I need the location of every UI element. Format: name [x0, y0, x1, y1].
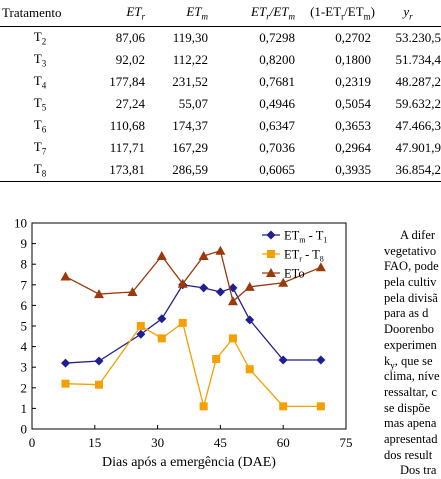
body-text-line: apresentad: [384, 431, 438, 446]
complement-cell: 0,2964: [335, 140, 371, 155]
body-text-line: mas apena: [384, 416, 437, 431]
treatment-cell: $T_2$: [33, 29, 47, 47]
legend-label: $ET_m - T_1$: [284, 228, 328, 245]
data-point: [199, 283, 208, 292]
etm-cell: 112,22: [172, 52, 208, 67]
treatment-cell: $T_7$: [33, 139, 47, 157]
data-point: [316, 262, 326, 271]
ratio-cell: 0,7036: [259, 140, 295, 155]
y-tick-label: 2: [20, 380, 27, 396]
ratio-cell: 0,7298: [259, 30, 295, 45]
y-tick-label: 4: [20, 339, 27, 355]
complement-cell: 0,3653: [335, 118, 371, 133]
data-point: [158, 334, 166, 342]
data-point: [95, 381, 103, 389]
header-tratamento: Tratamento: [2, 5, 62, 20]
legend-label: ETo: [284, 266, 305, 281]
complement-cell: 0,5054: [335, 96, 371, 111]
treatment-cell: $T_5$: [33, 95, 47, 113]
body-text-line: vegetativo: [384, 243, 437, 258]
header-complement: $(1-ET_r/ET_m)$: [310, 4, 375, 22]
treatment-cell: $T_4$: [33, 73, 47, 91]
body-text-line: para as d: [384, 306, 429, 321]
etm-cell: 174,37: [172, 118, 208, 133]
data-point: [212, 355, 220, 363]
etr-cell: 27,24: [115, 96, 145, 111]
y-tick-label: 7: [20, 277, 27, 293]
x-tick-label: 45: [213, 435, 227, 450]
body-text-line: ressaltar, c: [384, 384, 437, 399]
data-point: [267, 231, 276, 240]
data-point: [229, 334, 237, 342]
body-text-column: [384, 228, 441, 479]
yr-cell: 51.734,4: [395, 52, 441, 67]
header-ratio: $ET_r/ET_m$: [251, 4, 295, 22]
body-text-line: pela cultiv: [384, 275, 437, 290]
table-row: [0, 27, 441, 50]
table-row: [0, 71, 441, 93]
ratio-cell: 0,7681: [259, 74, 295, 89]
data-point: [200, 402, 208, 410]
y-tick-label: 9: [20, 236, 27, 252]
etr-cell: 117,71: [109, 140, 145, 155]
table-row: [0, 115, 441, 137]
body-text-line: dos result: [384, 447, 433, 462]
body-text-line: se dispõe: [384, 400, 431, 415]
data-point: [279, 402, 287, 410]
etm-cell: 55,07: [178, 96, 208, 111]
table-row: [0, 49, 441, 71]
body-text-line: Doorenbo: [384, 322, 434, 337]
etm-cell: 119,30: [172, 30, 208, 45]
x-tick-label: 75: [339, 435, 353, 450]
data-point: [137, 322, 145, 330]
body-text-line: FAO, pode: [384, 259, 439, 274]
ratio-cell: 0,8200: [259, 52, 295, 67]
yr-cell: 48.287,2: [395, 74, 441, 89]
results-table: [0, 0, 441, 182]
data-point: [61, 359, 70, 368]
x-tick-label: 60: [276, 435, 290, 450]
x-tick-label: 0: [28, 435, 36, 450]
data-point: [94, 357, 103, 366]
data-point: [157, 251, 167, 260]
etm-cell: 231,52: [172, 74, 208, 89]
data-point: [61, 380, 69, 388]
header-yr: $y_r$: [403, 4, 413, 22]
yr-cell: 47.466,3: [395, 118, 441, 133]
complement-cell: 0,2702: [335, 30, 371, 45]
y-tick-label: 8: [20, 256, 27, 272]
treatment-cell: $T_6$: [33, 117, 47, 135]
data-point: [316, 355, 325, 364]
data-point: [157, 314, 166, 323]
etr-cell: 177,84: [109, 74, 145, 89]
treatment-cell: $T_3$: [33, 51, 47, 69]
body-text-line: $k_y$, que se: [384, 353, 433, 370]
series-line: [65, 323, 320, 406]
yr-cell: 36.854,2: [395, 162, 441, 177]
evapotranspiration-chart: [0, 205, 384, 477]
complement-cell: 0,1800: [335, 52, 371, 67]
y-tick-label: 6: [20, 297, 27, 313]
ratio-cell: 0,6347: [259, 118, 295, 133]
y-tick-label: 10: [14, 215, 27, 231]
ratio-cell: 0,4946: [259, 96, 295, 111]
etr-cell: 110,68: [109, 118, 145, 133]
treatment-cell: $T_8$: [33, 161, 47, 179]
etr-cell: 92,02: [115, 52, 145, 67]
body-text-line: experimen: [384, 337, 437, 352]
ratio-cell: 0,6065: [259, 162, 295, 177]
header-etm: $ET_m$: [186, 4, 208, 22]
table-row: [0, 137, 441, 159]
table-header-row: [0, 0, 441, 27]
etr-cell: 173,81: [109, 162, 145, 177]
body-text-line: pela divisã: [384, 290, 438, 305]
y-tick-label: 5: [20, 318, 27, 334]
complement-cell: 0,3935: [335, 162, 371, 177]
body-text-line: Dos tra: [400, 463, 437, 478]
etm-cell: 286,59: [172, 162, 208, 177]
data-point: [246, 365, 254, 373]
yr-cell: 47.901,9: [395, 140, 441, 155]
etm-cell: 167,29: [172, 140, 208, 155]
body-text-line: A difer: [400, 228, 436, 242]
yr-cell: 53.230,5: [395, 30, 441, 45]
complement-cell: 0,2319: [335, 74, 371, 89]
yr-cell: 59.632,2: [395, 96, 441, 111]
data-point: [215, 246, 225, 255]
series-line: [65, 251, 320, 301]
etr-cell: 87,06: [115, 30, 145, 45]
table-row: [0, 93, 441, 115]
data-point: [179, 319, 187, 327]
table-row: [0, 159, 441, 182]
data-point: [216, 288, 225, 297]
data-point: [60, 272, 70, 281]
body-text-line: clima, níve: [384, 369, 440, 384]
header-etr: $ET_r$: [126, 4, 145, 22]
y-tick-label: 3: [20, 359, 27, 375]
data-point: [317, 402, 325, 410]
x-tick-label: 15: [88, 435, 102, 450]
y-tick-label: 0: [20, 421, 27, 437]
x-axis-label: Dias após a emergência (DAE): [102, 455, 276, 470]
legend-label: $ET_r - T_8$: [284, 247, 324, 264]
series-line: [65, 285, 320, 363]
x-tick-label: 30: [151, 435, 165, 450]
data-point: [267, 250, 275, 258]
y-tick-label: 1: [20, 400, 27, 416]
